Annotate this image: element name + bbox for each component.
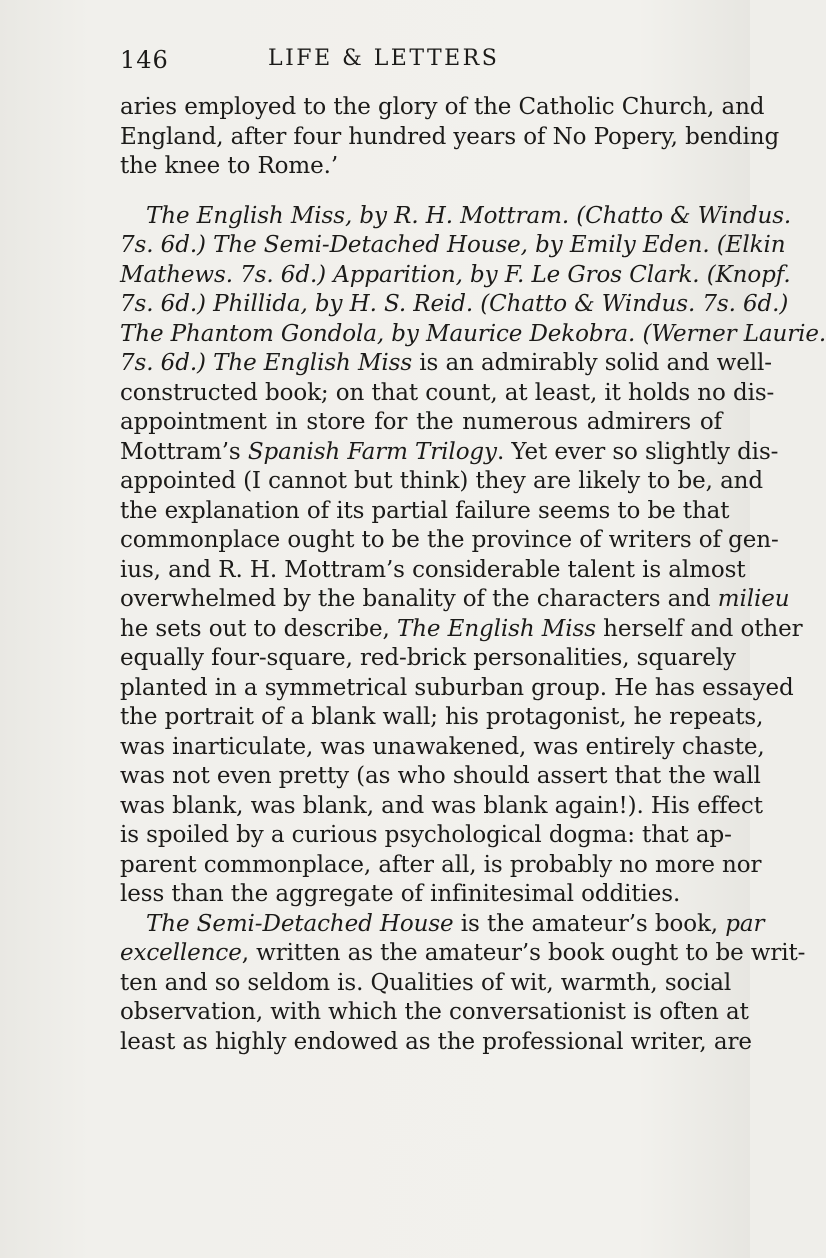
text-line [120,1028,752,1058]
text-run: planted in a symmetrical suburban group. He has essayed [120,674,794,701]
text-line [120,320,826,350]
text-line [120,762,761,792]
text-line [120,497,730,527]
italic-run: 7s. 6d.) Phillida, by H. S. Reid. (Chatto & Windus. 7s. 6d.) [120,291,789,317]
text-line [120,733,765,763]
text-line [120,851,762,881]
text-run: overwhelmed by the banality of the characters and [120,586,718,612]
text-run: constructed book; on that count, at least, it holds no dis- [120,379,775,406]
paragraph [120,202,826,910]
text-line [120,467,764,497]
text-run: the knee to Rome.’ [120,153,339,179]
text-run: the portrait of a blank wall; his protagonist, he repeats, [120,704,764,730]
italic-run: par [725,910,765,937]
text-line [120,408,722,438]
text-run: England, after four hundred years of No Popery, bending [120,123,780,150]
italic-run: milieu [717,586,790,612]
text-run: is an admirably solid and well- [412,350,772,376]
text-run: aries employed to the glory of the Catholic Church, and [120,94,765,120]
text-run: ten and so seldom is. Qualities of wit, warmth, social [120,969,732,996]
italic-run: Spanish Farm Trilogy [247,438,497,465]
text-run: . Yet ever so slightly dis- [496,438,779,465]
text-run: parent commonplace, after all, is probably no more nor [120,851,762,878]
text-line [120,674,794,704]
paragraph-gap [120,182,722,202]
text-run: appointment in store for the numerous admirers of [120,409,722,435]
text-run: Mottram’s [120,438,248,465]
text-run: is spoiled by a curious psychological dogma: that ap- [120,822,732,848]
text-line [120,556,746,586]
text-run: he sets out to describe, [120,615,397,642]
italic-run: excellence [120,940,242,966]
paragraph [120,93,780,182]
text-line [120,821,732,851]
text-line [120,93,765,123]
text-run: observation, with which the conversationist is often at [120,999,749,1025]
text-line [120,910,765,940]
text-line [120,290,789,320]
text-line [120,379,775,409]
page-number: 146 [120,46,169,74]
italic-run: 7s. 6d.) The English Miss [120,350,413,376]
text-line [120,231,786,261]
paragraph [120,910,806,1058]
text-line [120,152,722,182]
text-line [120,998,749,1028]
body-text [120,93,826,1057]
text-run: equally four-square, red-brick personalities, squarely [120,645,736,671]
text-line [120,202,792,232]
text-run: appointed (I cannot but think) they are likely to be, and [120,468,764,494]
text-run: is the amateur’s book, [453,910,726,937]
text-run: was not even pretty (as who should assert that the wall [120,763,761,789]
text-line [120,880,722,910]
text-run: the explanation of its partial failure seems to be that [120,497,730,524]
italic-run: Mathews. 7s. 6d.) Apparition, by F. Le Gros Clark. (Knopf. [120,261,791,288]
text-line [120,349,772,379]
text-run: less than the aggregate of infinitesimal oddities. [120,881,681,907]
text-line [120,703,764,733]
italic-run: 7s. 6d.) The Semi-Detached House, by Emily Eden. (Elkin [120,232,786,258]
page-header [120,46,720,80]
text-run: was inarticulate, was unawakened, was entirely chaste, [120,733,765,760]
text-run: ius, and R. H. Mottram’s considerable talent is almost [120,556,746,583]
text-line [120,123,780,153]
text-line [120,615,803,645]
italic-run: The Semi-Detached House [146,910,454,937]
text-line [120,939,806,969]
text-line [120,585,790,615]
text-run: was blank, was blank, and was blank again!). His effect [120,792,763,819]
text-line [120,526,779,556]
text-run: commonplace ought to be the province of writers of gen- [120,527,779,553]
text-line [120,969,732,999]
italic-run: The Phantom Gondola, by Maurice Dekobra. (Werner Laurie. [120,320,826,347]
text-run: herself and other [595,615,803,642]
text-run: least as highly endowed as the professional writer, are [120,1028,752,1055]
text-line [120,792,763,822]
italic-run: The English Miss, by R. H. Mottram. (Chatto & Windus. [146,202,792,229]
running-head: LIFE & LETTERS [268,46,500,71]
italic-run: The English Miss [396,615,596,642]
text-line [120,438,779,468]
text-line [120,261,791,291]
text-line [120,644,736,674]
text-run: , written as the amateur’s book ought to be writ- [241,940,806,966]
